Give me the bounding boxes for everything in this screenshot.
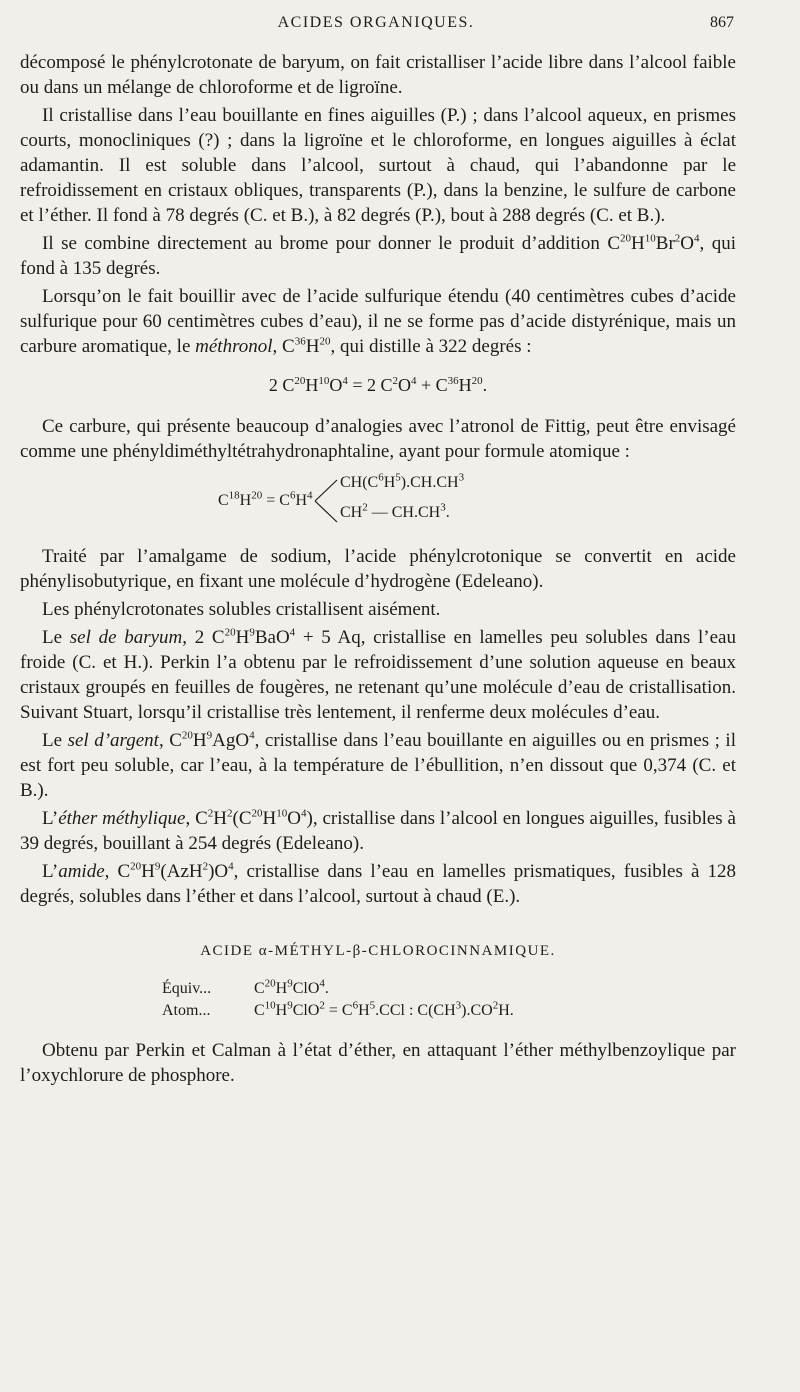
section-heading: ACIDE α-MÉTHYL-β-CHLOROCINNAMIQUE. xyxy=(200,943,556,959)
formula-bond-lines xyxy=(313,476,339,526)
page-body xyxy=(20,50,736,1091)
paragraph: Le sel d’argent, $C^{20}H^9AgO^4$, cristallise dans l’eau bouillante en aiguilles ou en prismes ; il est fort peu soluble, car l’eau, à la température de l’ébullition, n’en dissout que 0,374 (C. et B.). xyxy=(20,729,736,801)
paragraph: Il se combine directement au brome pour donner le produit d’addition $C^{20}H^{10}Br^2O^4$, qui fond à 135 degrés. xyxy=(20,232,736,279)
paragraph: décomposé le phénylcrotonate de baryum, on fait cristalliser l’acide libre dans l’alcool faible ou dans un mélange de chloroforme et de ligroïne. xyxy=(20,52,736,98)
equiv-label: Équiv... xyxy=(162,980,212,997)
paragraph: Le sel de baryum, 2 $C^{20}H^9BaO^4 + 5$ Aq, cristallise en lamelles peu solubles dans l’eau froide (C. et H.). Perkin l’a obtenu par le refroidissement d’une solution aqueuse en beaux cristaux groupés en feuilles de fougères, ne retenant qu’une molécule d’eau de cristallisation. Suivant Stuart, lorsqu’il cristallise très lentement, il renferme deux molécules d’eau. xyxy=(20,626,736,723)
running-title: ACIDES ORGANIQUES. xyxy=(277,14,475,31)
paragraph: Obtenu par Perkin et Calman à l’état d’éther, en attaquant l’éther méthylbenzoylique par l’oxychlorure de phosphore. xyxy=(20,1040,736,1086)
structural-formula xyxy=(20,470,736,530)
paragraph: Il cristallise dans l’eau bouillante en fines aiguilles (P.) ; dans l’alcool aqueux, en prismes courts, monocliniques (?) ; dans la ligroïne et le chloroforme, en longues aiguilles à éclat adamantin. Il est soluble dans l’alcool, surtout à chaud, qui l’abandonne par le refroidissement en cristaux obliques, transparents (P.), dans la benzine, le sulfure de carbone et l’éther. Il fond à 78 degrés (C. et B.), à 82 degrés (P.), bout à 288 degrés (C. et B.). xyxy=(20,105,736,226)
running-header xyxy=(18,14,734,40)
formula-row-1: $CH(C^6H^5).CH.CH^3$ xyxy=(340,471,465,491)
paragraph: Traité par l’amalgame de sodium, l’acide phénylcrotonique se convertit en acide phénylisobutyrique, en fixant une molécule d’hydrogène (Edeleano). xyxy=(20,546,736,592)
formula-row-2: $CH^2$ — $CH.CH^3$. xyxy=(340,501,450,521)
atom-formula: $C^{10}H^9ClO^2 = C^6H^5.CCl$ : $C(CH^3).CO^2H$. xyxy=(254,999,514,1019)
atom-label: Atom... xyxy=(162,1002,211,1019)
formula-block xyxy=(162,978,736,1022)
equiv-formula: $C^{20}H^9ClO^4$. xyxy=(254,977,329,997)
paragraph: Ce carbure, qui présente beaucoup d’analogies avec l’atronol de Fittig, peut être envisagé comme une phényldiméthyltétrahydronaphtaline, ayant pour formule atomique : xyxy=(20,416,736,462)
formula-left: $C^{18}H^{20} = C^6H^4$ xyxy=(218,489,313,509)
paragraph: L’amide, $C^{20}H^9(AzH^2)O^4$, cristallise dans l’eau en lamelles prismatiques, fusibles à 128 degrés, solubles dans l’éther et dans l’alcool, surtout à chaud (E.). xyxy=(20,860,736,907)
page-number: 867 xyxy=(710,14,734,31)
paragraph: Les phénylcrotonates solubles cristallisent aisément. xyxy=(42,599,441,620)
paragraph: L’éther méthylique, $C^2H^2(C^{20}H^{10}O^4)$, cristallise dans l’alcool en longues aiguilles, fusibles à 39 degrés, bouillant à 254 degrés (Edeleano). xyxy=(20,807,736,854)
reaction-equation: 2 $C^{20}H^{10}O^4 = 2$ $C^2O^4 + C^{36}H^{20}$. xyxy=(268,375,488,395)
paragraph: Lorsqu’on le fait bouillir avec de l’acide sulfurique étendu (40 centimètres cubes d’acide sulfurique pour 60 centimètres cubes d’eau), il ne se forme pas d’acide distyrénique, mais un carbure aromatique, le méthronol, $C^{36}H^{20}$, qui distille à 322 degrés : xyxy=(20,286,736,357)
